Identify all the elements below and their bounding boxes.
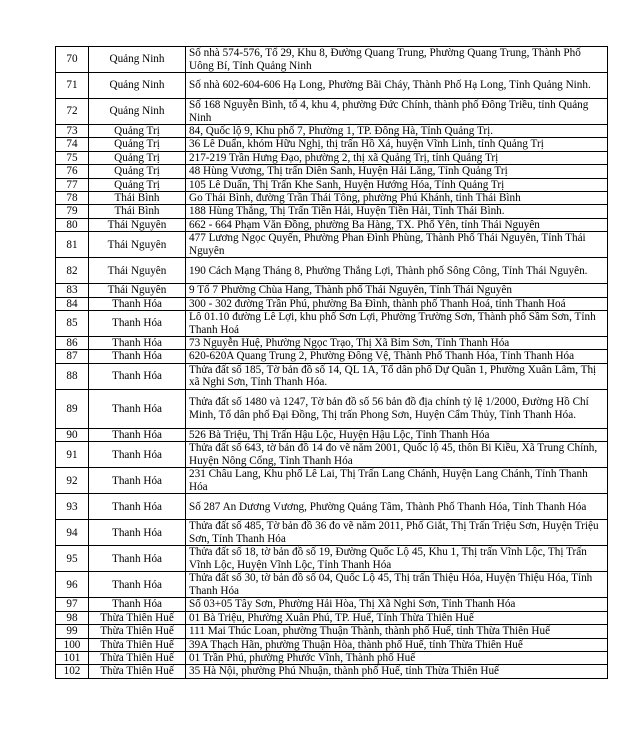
- table-row: [56, 494, 608, 520]
- table-row: [56, 99, 608, 125]
- province-cell: Thanh Hóa: [89, 337, 186, 350]
- table-row: [56, 125, 608, 138]
- province-cell: Thái Nguyên: [89, 218, 186, 231]
- table-row: [56, 205, 608, 218]
- address-cell: Thửa đất số 18, tờ bản đồ số 19, Đường Quốc Lộ 45, Khu 1, Thị trấn Vĩnh Lộc, Thị Trấn Vĩnh Lộc, Huyện Vĩnh Lộc, Tỉnh Thanh Hóa: [186, 546, 608, 572]
- address-cell: 526 Bà Triệu, Thị Trấn Hậu Lộc, Huyện Hậu Lộc, Tỉnh Thanh Hóa: [186, 428, 608, 441]
- address-cell: Thửa đất số 485, Tờ bản đồ 36 đo vẽ năm 2011, Phố Giắt, Thị Trấn Triệu Sơn, Huyện Triệu Sơn, Tỉnh Thanh Hóa: [186, 520, 608, 546]
- province-cell: Thanh Hóa: [89, 520, 186, 546]
- row-number: 91: [56, 442, 89, 468]
- table-row: [56, 311, 608, 337]
- row-number: 79: [56, 205, 89, 218]
- address-cell: Thửa đất số 643, tờ bản đồ 14 đo vẽ năm 2001, Quốc lộ 45, thôn Bi Kiều, Xã Trung Chính, Huyện Nông Cống, Tỉnh Thanh Hóa: [186, 442, 608, 468]
- address-cell: Số nhà 602-604-606 Hạ Long, Phường Bãi Cháy, Thành Phố Hạ Long, Tỉnh Quảng Ninh.: [186, 73, 608, 99]
- province-cell: Thanh Hóa: [89, 442, 186, 468]
- address-cell: 36 Lê Duẩn, khóm Hữu Nghị, thị trấn Hồ Xá, huyện Vĩnh Linh, tỉnh Quảng Trị: [186, 138, 608, 151]
- address-cell: 35 Hà Nội, phường Phú Nhuận, thành phố Huế, tỉnh Thừa Thiên Huế: [186, 665, 608, 678]
- row-number: 90: [56, 428, 89, 441]
- address-cell: 9 Tổ 7 Phường Chùa Hang, Thành phố Thái Nguyên, Tỉnh Thái Nguyên: [186, 284, 608, 297]
- province-cell: Thái Bình: [89, 192, 186, 205]
- province-cell: Thanh Hóa: [89, 297, 186, 310]
- row-number: 100: [56, 638, 89, 651]
- table-row: [56, 625, 608, 638]
- row-number: 99: [56, 625, 89, 638]
- table-row: [56, 363, 608, 389]
- table-body: [56, 47, 608, 679]
- row-number: 76: [56, 165, 89, 178]
- address-cell: 111 Mai Thúc Loan, phường Thuận Thành, thành phố Huế, tỉnh Thừa Thiên Huế: [186, 625, 608, 638]
- address-cell: 01 Trần Phú, phường Phước Vĩnh, Thành phố Huế: [186, 651, 608, 664]
- province-cell: Thái Nguyên: [89, 232, 186, 258]
- province-cell: Thanh Hóa: [89, 363, 186, 389]
- row-number: 75: [56, 151, 89, 164]
- table-row: [56, 651, 608, 664]
- row-number: 86: [56, 337, 89, 350]
- address-cell: Số nhà 574-576, Tổ 29, Khu 8, Đường Quang Trung, Phường Quang Trung, Thành Phố Uông Bí, Tỉnh Quảng Ninh: [186, 47, 608, 73]
- table-row: [56, 546, 608, 572]
- address-cell: Thửa đất số 30, tờ bản đồ số 04, Quốc Lộ 45, Thị trấn Thiệu Hóa, Huyện Thiệu Hóa, Tỉnh Thanh Hóa: [186, 572, 608, 598]
- address-cell: 01 Bà Triệu, Phường Xuân Phú, TP. Huế, Tỉnh Thừa Thiên Huế: [186, 611, 608, 624]
- table-row: [56, 428, 608, 441]
- table-row: [56, 284, 608, 297]
- row-number: 88: [56, 363, 89, 389]
- address-cell: 73 Nguyễn Huệ, Phường Ngọc Trạo, Thị Xã Bỉm Sơn, Tỉnh Thanh Hóa: [186, 337, 608, 350]
- province-cell: Thừa Thiên Huế: [89, 651, 186, 664]
- province-cell: Thanh Hóa: [89, 468, 186, 494]
- table-row: [56, 73, 608, 99]
- table-row: [56, 337, 608, 350]
- province-cell: Thanh Hóa: [89, 572, 186, 598]
- row-number: 97: [56, 598, 89, 611]
- province-cell: Thừa Thiên Huế: [89, 611, 186, 624]
- table-row: [56, 520, 608, 546]
- address-cell: 231 Châu Lang, Khu phố Lê Lai, Thị Trấn Lang Chánh, Huyện Lang Chánh, Tỉnh Thanh Hóa: [186, 468, 608, 494]
- row-number: 98: [56, 611, 89, 624]
- table-row: [56, 165, 608, 178]
- row-number: 95: [56, 546, 89, 572]
- row-number: 89: [56, 389, 89, 428]
- address-cell: Số 287 An Dương Vương, Phường Quảng Tâm, Thành Phố Thanh Hóa, Tỉnh Thanh Hóa: [186, 494, 608, 520]
- row-number: 81: [56, 232, 89, 258]
- address-cell: 39A Thạch Hãn, phường Thuận Hòa, thành phố Huế, tỉnh Thừa Thiên Huế: [186, 638, 608, 651]
- row-number: 70: [56, 47, 89, 73]
- province-cell: Thừa Thiên Huế: [89, 665, 186, 678]
- province-cell: Quảng Trị: [89, 138, 186, 151]
- table-row: [56, 192, 608, 205]
- address-cell: 300 - 302 đường Trần Phú, phường Ba Đình, thành phố Thanh Hoá, tỉnh Thanh Hoá: [186, 297, 608, 310]
- address-cell: Thửa đất số 1480 và 1247, Tờ bản đồ số 56 bản đồ địa chính tỷ lệ 1/2000, Đường Hồ Chí Minh, Tổ dân phố Đại Đồng, Thị trấn Phong Sơn, Huyện Cẩm Thủy, Tỉnh Thanh Hóa.: [186, 389, 608, 428]
- province-cell: Thừa Thiên Huế: [89, 625, 186, 638]
- table-row: [56, 572, 608, 598]
- address-cell: 477 Lương Ngọc Quyến, Phường Phan Đình Phùng, Thành Phố Thái Nguyên, Tỉnh Thái Nguyên: [186, 232, 608, 258]
- store-address-table: [55, 46, 608, 679]
- address-cell: 105 Lê Duẩn, Thị Trấn Khe Sanh, Huyện Hướng Hóa, Tỉnh Quảng Trị: [186, 178, 608, 191]
- row-number: 96: [56, 572, 89, 598]
- province-cell: Thái Bình: [89, 205, 186, 218]
- province-cell: Thanh Hóa: [89, 494, 186, 520]
- province-cell: Thanh Hóa: [89, 389, 186, 428]
- province-cell: Thanh Hóa: [89, 428, 186, 441]
- address-cell: 662 - 664 Phạm Văn Đồng, phường Ba Hàng, TX. Phổ Yên, tỉnh Thái Nguyên: [186, 218, 608, 231]
- province-cell: Quảng Ninh: [89, 99, 186, 125]
- row-number: 77: [56, 178, 89, 191]
- row-number: 83: [56, 284, 89, 297]
- table-row: [56, 638, 608, 651]
- row-number: 74: [56, 138, 89, 151]
- table-row: [56, 151, 608, 164]
- province-cell: Quảng Trị: [89, 165, 186, 178]
- province-cell: Thanh Hóa: [89, 350, 186, 363]
- province-cell: Thanh Hóa: [89, 546, 186, 572]
- province-cell: Quảng Trị: [89, 151, 186, 164]
- address-cell: 84, Quốc lộ 9, Khu phố 7, Phường 1, TP. Đông Hà, Tỉnh Quảng Trị.: [186, 125, 608, 138]
- table-row: [56, 297, 608, 310]
- row-number: 72: [56, 99, 89, 125]
- province-cell: Quảng Ninh: [89, 47, 186, 73]
- table-row: [56, 178, 608, 191]
- row-number: 94: [56, 520, 89, 546]
- table-row: [56, 218, 608, 231]
- row-number: 71: [56, 73, 89, 99]
- table-row: [56, 665, 608, 678]
- address-cell: Go Thái Bình, đường Trần Thái Tông, phường Phú Khánh, tỉnh Thái Bình: [186, 192, 608, 205]
- row-number: 85: [56, 311, 89, 337]
- table-row: [56, 442, 608, 468]
- address-cell: 620-620A Quang Trung 2, Phường Đông Vệ, Thành Phố Thanh Hóa, Tỉnh Thanh Hóa: [186, 350, 608, 363]
- address-cell: 188 Hùng Thắng, Thị Trấn Tiền Hải, Huyện Tiền Hải, Tỉnh Thái Bình.: [186, 205, 608, 218]
- table-row: [56, 47, 608, 73]
- address-cell: Số 168 Nguyễn Bình, tổ 4, khu 4, phường Đức Chính, thành phố Đông Triều, tỉnh Quảng Ninh: [186, 99, 608, 125]
- row-number: 82: [56, 258, 89, 284]
- province-cell: Quảng Trị: [89, 125, 186, 138]
- table-row: [56, 611, 608, 624]
- table-row: [56, 232, 608, 258]
- row-number: 102: [56, 665, 89, 678]
- table-row: [56, 468, 608, 494]
- address-cell: 217-219 Trần Hưng Đạo, phường 2, thị xã Quảng Trị, tỉnh Quảng Trị: [186, 151, 608, 164]
- row-number: 73: [56, 125, 89, 138]
- address-cell: Số 03+05 Tây Sơn, Phường Hải Hòa, Thị Xã Nghi Sơn, Tỉnh Thanh Hóa: [186, 598, 608, 611]
- table-row: [56, 598, 608, 611]
- province-cell: Thanh Hóa: [89, 598, 186, 611]
- row-number: 78: [56, 192, 89, 205]
- province-cell: Thái Nguyên: [89, 258, 186, 284]
- address-cell: Lô 01.10 đường Lê Lợi, khu phố Sơn Lợi, Phường Trường Sơn, Thành phố Sầm Sơn, Tỉnh Thanh Hoá: [186, 311, 608, 337]
- table-row: [56, 350, 608, 363]
- row-number: 84: [56, 297, 89, 310]
- row-number: 93: [56, 494, 89, 520]
- row-number: 101: [56, 651, 89, 664]
- province-cell: Quảng Trị: [89, 178, 186, 191]
- table-row: [56, 138, 608, 151]
- address-cell: 190 Cách Mạng Tháng 8, Phường Thắng Lợi, Thành phố Sông Công, Tỉnh Thái Nguyên.: [186, 258, 608, 284]
- province-cell: Thừa Thiên Huế: [89, 638, 186, 651]
- row-number: 92: [56, 468, 89, 494]
- province-cell: Quảng Ninh: [89, 73, 186, 99]
- province-cell: Thái Nguyên: [89, 284, 186, 297]
- province-cell: Thanh Hóa: [89, 311, 186, 337]
- address-cell: 48 Hùng Vương, Thị trấn Diên Sanh, Huyện Hải Lăng, Tỉnh Quảng Trị: [186, 165, 608, 178]
- table-row: [56, 258, 608, 284]
- row-number: 87: [56, 350, 89, 363]
- address-cell: Thửa đất số 185, Tờ bản đồ số 14, QL 1A, Tổ dân phố Dự Quần 1, Phường Xuân Lâm, Thị xã Nghi Sơn, Tỉnh Thanh Hóa.: [186, 363, 608, 389]
- row-number: 80: [56, 218, 89, 231]
- table-row: [56, 389, 608, 428]
